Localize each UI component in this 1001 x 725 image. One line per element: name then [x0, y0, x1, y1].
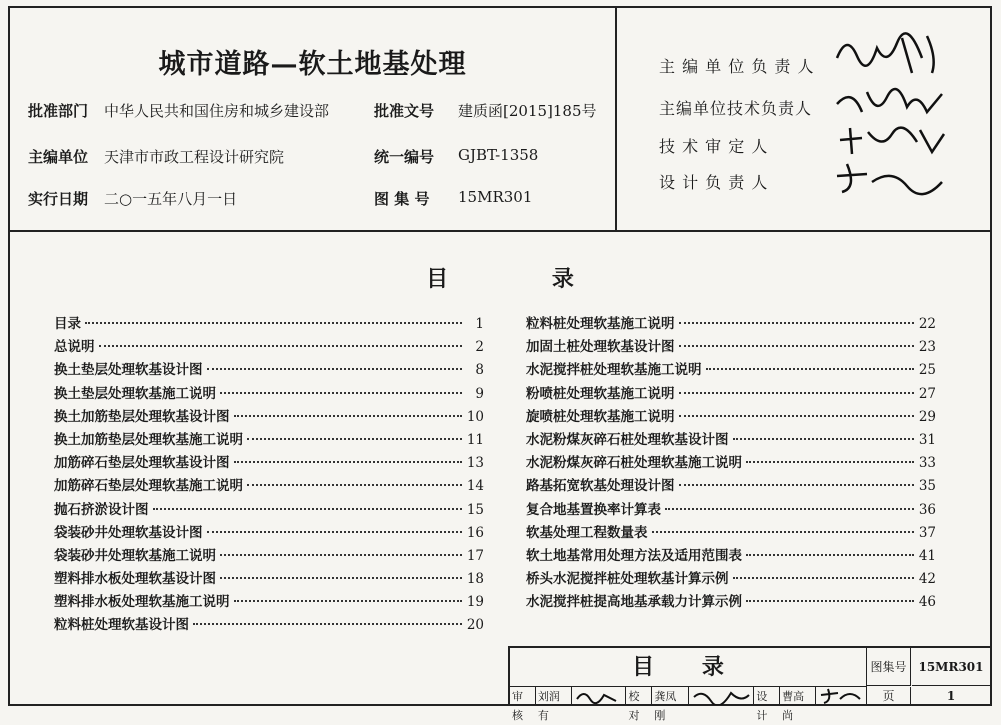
- toc-entry[interactable]: [526, 382, 936, 405]
- toc-entry-name: 路基拓宽软基处理设计图: [526, 478, 675, 495]
- toc-entry-name: 塑料排水板处理软基设计图: [54, 571, 216, 588]
- toc-entry-page: 33: [918, 455, 936, 472]
- toc-entry[interactable]: [54, 544, 484, 567]
- responsible-role: 技 术 审 定 人: [659, 137, 769, 156]
- approval-no-label: 批准文号: [374, 102, 435, 120]
- unified-no: GJBT-1358: [458, 146, 539, 164]
- leader-dots: [220, 577, 462, 579]
- toc-entry-page: 10: [466, 408, 484, 425]
- toc-entry-page: 22: [918, 316, 936, 332]
- leader-dots: [247, 438, 462, 440]
- toc-entry-name: 桥头水泥搅拌桩处理软基计算示例: [526, 571, 729, 588]
- atlas-label: 图集号: [867, 648, 911, 686]
- toc-entry[interactable]: [54, 451, 484, 474]
- toc-entry-page: 37: [918, 524, 936, 541]
- info-row-approval: [28, 100, 597, 121]
- toc-entry-page: 1: [475, 316, 484, 332]
- toc-entry[interactable]: [526, 590, 936, 613]
- toc-entry-page: 23: [918, 339, 936, 356]
- chief-unit: 天津市市政工程设计研究院: [104, 148, 285, 166]
- toc-entry-name: 袋装砂井处理软基设计图: [54, 524, 203, 541]
- toc-entry[interactable]: [526, 498, 936, 521]
- approval-dept: 中华人民共和国住房和城乡建设部: [104, 102, 330, 120]
- toc-column-left: [54, 312, 484, 637]
- leader-dots: [733, 577, 915, 579]
- toc-entry-page: 29: [918, 408, 936, 425]
- toc-entry[interactable]: [54, 613, 484, 636]
- design-name: 曹高尚: [780, 687, 816, 706]
- design-signature: [816, 687, 866, 706]
- leader-dots: [746, 461, 914, 463]
- toc-entry[interactable]: [54, 382, 484, 405]
- toc-entry-page: 46: [918, 594, 936, 611]
- toc-entry-page: 31: [918, 431, 936, 448]
- leader-dots: [234, 461, 463, 463]
- check-signature: [689, 687, 755, 706]
- title-block-title: 目 录: [510, 648, 867, 687]
- toc-entry[interactable]: [54, 335, 484, 358]
- leader-dots: [99, 345, 463, 347]
- design-label: 设计: [754, 687, 780, 706]
- toc-entry-name: 水泥搅拌桩提高地基承载力计算示例: [526, 594, 742, 611]
- leader-dots: [706, 368, 915, 370]
- toc-entry-name: 塑料排水板处理软基施工说明: [54, 594, 230, 611]
- toc-entry[interactable]: [526, 451, 936, 474]
- leader-dots: [220, 392, 462, 394]
- toc-entry[interactable]: [526, 521, 936, 544]
- review-label: 审核: [510, 687, 536, 706]
- toc-entry-name: 加筋碎石垫层处理软基施工说明: [54, 478, 243, 495]
- toc-entry[interactable]: [54, 405, 484, 428]
- info-row-date: [28, 188, 532, 209]
- toc-entry-page: 42: [918, 571, 936, 588]
- toc-entry[interactable]: [526, 312, 936, 335]
- toc-entry-page: 35: [918, 478, 936, 495]
- toc-entry-name: 换土加筋垫层处理软基设计图: [54, 408, 230, 425]
- toc-entry-name: 水泥粉煤灰碎石桩处理软基设计图: [526, 431, 729, 448]
- toc-entry-name: 粒料桩处理软基设计图: [54, 617, 189, 634]
- toc-entry-page: 2: [475, 339, 484, 356]
- toc-entry[interactable]: [54, 358, 484, 381]
- toc-entry-page: 16: [466, 524, 484, 541]
- toc-entry[interactable]: [526, 428, 936, 451]
- leader-dots: [153, 508, 463, 510]
- leader-dots: [733, 438, 915, 440]
- atlas-value: 15MR301: [912, 648, 990, 686]
- leader-dots: [85, 322, 462, 324]
- signature-3: [832, 120, 952, 160]
- page-label: 页: [867, 687, 911, 706]
- signature-1: [832, 28, 952, 78]
- atlas-no-label: 图 集 号: [374, 190, 430, 208]
- toc-entry-name: 软土地基常用处理方法及适用范围表: [526, 547, 742, 564]
- toc-entry-page: 8: [475, 362, 484, 379]
- toc-entry-name: 加筋碎石垫层处理软基设计图: [54, 455, 230, 472]
- toc-entry-page: 19: [466, 594, 484, 611]
- toc-entry[interactable]: [54, 498, 484, 521]
- toc-entry-name: 袋装砂井处理软基施工说明: [54, 547, 216, 564]
- toc-entry[interactable]: [54, 312, 484, 335]
- toc-entry-name: 粉喷桩处理软基施工说明: [526, 385, 675, 402]
- unified-no-label: 统一编号: [374, 148, 435, 166]
- leader-dots: [207, 531, 463, 533]
- toc-entry-name: 水泥搅拌桩处理软基施工说明: [526, 362, 702, 379]
- toc-entry[interactable]: [526, 358, 936, 381]
- toc-entry-page: 13: [466, 455, 484, 472]
- toc-title: 目 录: [426, 266, 622, 292]
- check-label: 校对: [626, 687, 652, 706]
- toc-entry-name: 复合地基置换率计算表: [526, 501, 661, 518]
- header-block: [10, 8, 990, 232]
- leader-dots: [746, 554, 914, 556]
- document-title: 城市道路—软土地基处理: [158, 49, 467, 80]
- approval-no: 建质函[2015]185号: [458, 102, 597, 120]
- chief-unit-label: 主编单位: [28, 148, 89, 166]
- toc-entry-name: 抛石挤淤设计图: [54, 501, 149, 518]
- review-signature: [572, 687, 626, 706]
- toc-entry-name: 旋喷桩处理软基施工说明: [526, 408, 675, 425]
- leader-dots: [234, 600, 463, 602]
- toc-entry-page: 17: [466, 547, 484, 564]
- toc-entry-page: 41: [918, 547, 936, 564]
- leader-dots: [679, 484, 915, 486]
- review-name: 刘润有: [536, 687, 572, 706]
- toc-entry[interactable]: [54, 428, 484, 451]
- drawing-sheet: [8, 6, 992, 722]
- toc-entry-name: 软基处理工程数量表: [526, 524, 648, 541]
- toc-entry[interactable]: [54, 474, 484, 497]
- responsible-role: 设 计 负 责 人: [659, 173, 769, 192]
- toc-entry-name: 水泥粉煤灰碎石桩处理软基施工说明: [526, 455, 742, 472]
- impl-date: 二○一五年八月一日: [104, 190, 238, 208]
- signature-4: [832, 158, 952, 198]
- toc-entry-page: 11: [466, 431, 484, 448]
- leader-dots: [679, 392, 915, 394]
- leader-dots: [652, 531, 915, 533]
- leader-dots: [746, 600, 914, 602]
- signature-2: [832, 82, 952, 122]
- toc-entry[interactable]: [54, 590, 484, 613]
- info-row-unit: [28, 146, 538, 167]
- title-block: [508, 646, 992, 722]
- toc-entry-name: 换土垫层处理软基设计图: [54, 362, 203, 379]
- toc-entry-page: 27: [918, 385, 936, 402]
- leader-dots: [193, 623, 462, 625]
- toc-entry[interactable]: [54, 521, 484, 544]
- leader-dots: [679, 345, 915, 347]
- toc-entry[interactable]: [54, 567, 484, 590]
- page-value: 1: [946, 689, 956, 703]
- signature-row: [510, 687, 867, 722]
- toc-entry-page: 18: [466, 571, 484, 588]
- toc-entry-page: 20: [466, 617, 484, 634]
- leader-dots: [679, 322, 915, 324]
- toc-entry-name: 粒料桩处理软基施工说明: [526, 316, 675, 332]
- responsible-role: 主编单位技术负责人: [659, 99, 813, 118]
- responsibles-block: [617, 8, 990, 230]
- approval-dept-label: 批准部门: [28, 102, 89, 120]
- toc-entry[interactable]: [526, 544, 936, 567]
- toc-entry-page: 36: [918, 501, 936, 518]
- leader-dots: [679, 415, 915, 417]
- leader-dots: [220, 554, 462, 556]
- leader-dots: [247, 484, 462, 486]
- toc-entry[interactable]: [526, 405, 936, 428]
- toc-entry-page: 9: [475, 385, 484, 402]
- toc-entry-name: 换土加筋垫层处理软基施工说明: [54, 431, 243, 448]
- toc-entry-page: 15: [466, 501, 484, 518]
- header-info: [10, 8, 617, 230]
- toc-entry-name: 目录: [54, 316, 81, 332]
- responsible-role: 主 编 单 位 负 责 人: [659, 57, 815, 76]
- impl-date-label: 实行日期: [28, 190, 89, 208]
- toc-entry[interactable]: [526, 474, 936, 497]
- leader-dots: [207, 368, 463, 370]
- toc-entry[interactable]: [526, 567, 936, 590]
- atlas-no: 15MR301: [458, 188, 533, 206]
- check-name: 龚凤刚: [652, 687, 688, 706]
- toc-column-right: [526, 312, 936, 613]
- toc-entry-name: 总说明: [54, 339, 95, 356]
- leader-dots: [665, 508, 914, 510]
- toc-entry[interactable]: [526, 335, 936, 358]
- toc-entry-page: 14: [466, 478, 484, 495]
- toc-entry-name: 加固土桩处理软基设计图: [526, 339, 675, 356]
- toc-entry-page: 25: [918, 362, 936, 379]
- leader-dots: [234, 415, 463, 417]
- toc-entry-name: 换土垫层处理软基施工说明: [54, 385, 216, 402]
